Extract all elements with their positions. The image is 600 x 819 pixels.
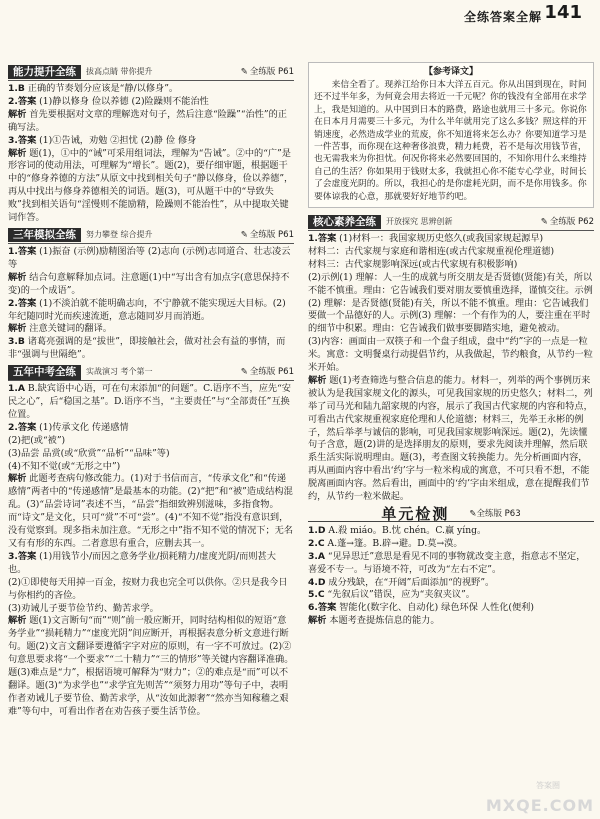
left-column	[8, 62, 294, 814]
section-page-ref: ✎ 全练版 P61	[240, 229, 294, 240]
answer-line: 2.答案 (1)静以修身 俭以养德 (2)险躁则不能治性	[8, 95, 209, 107]
answer-line: (2)示例(1) 理解：人一生的成就与所交朋友是否贤德(贤能)有关，所以不能不慎重。理由：它告诫我们要对朋友要慎重选择，谨慎交往。示例(2) 理解：是否贤德(贤能)有关，所以不能不慎重。理由：它告诫我们要做一个品德好的人。示例(3) 理解：一个有作为的人，要注重在平时的细节中积累。理由：它告诫我们做事要脚踏实地，避免被动。	[308, 271, 593, 335]
answer-line: 5.C “先叙后议”错误，应为“夹叙夹议”。	[308, 589, 475, 601]
answer-line: 3.答案 (1)用钱节小/而因之意务学业/损耗精力/虚度光阴/而则甚大也。	[8, 550, 276, 575]
answer-block-5yr	[8, 383, 294, 719]
section-page-ref: ✎全练版 P63	[469, 509, 521, 519]
section-subtitle: 努力攀登 综合提升	[86, 229, 153, 239]
watermark-sub: 答案圈	[536, 781, 560, 790]
right-column	[308, 62, 594, 814]
answer-line: 1.D A.殺 miáo。B.忱 chén。C.赢 yíng。	[308, 524, 487, 536]
unit-title: 单元检测	[381, 505, 450, 523]
section-page-ref: ✎ 全练版 P62	[540, 216, 594, 227]
section-subtitle: 拔高点睛 带你提升	[86, 66, 153, 76]
answer-line: (3)品尝 品赏(或“欣赏”“品析”“品味”等)	[8, 447, 170, 459]
section-header-5yr	[8, 364, 294, 381]
answer-line: 解析 此题考查病句修改能力。(1)对于书信而言，“传承文化”和“传递感情”两者中的“传递感情”是最基本的功能。(2)“把”和“被”造成结构混乱。(3)“品尝诗词”表述不当，“品尝”指细致辨别滋味，多指食物。而“诗文”是文化，只可“赏”不可“尝”。(4)“不知不觉”指没有意识到，没有觉察到。现多指未加注意。“无形之中”指不知不觉的情况下；无名又有有形的东西。二者意思有重合，应删去其一。	[8, 473, 294, 549]
answer-line: 解析 结合句意解释加点词。注意题(1)中“写出含有加点字(意思保持不变)的一个成语”。	[8, 271, 290, 296]
answer-line: 2.答案 (1)不淡泊就不能明确志向，不宁静就不能实现远大目标。(2)年纪随同时光而疾速流逝，意志随同岁月而消逝。	[8, 297, 286, 322]
answer-line: 3.A “见异思迁”意思是看见不同的事物就改变主意，指意志不坚定，喜爱不专一。与语境不符，可改为“左右不定”。	[308, 550, 586, 575]
section-tag: 核心素养全练	[308, 215, 381, 230]
translation-paragraph: 来信全看了。现养江给你日本大洋五百元。你从出国到现在，时间还不过半年多，为何竟会用去将近一千元呢？你的钱没有全部用在求学上，我是知道的。从中国到日本的路费，路途也就用三十多元。你说你在日本月月需要三十多元，为什么半年就用完了这么多钱？照这样的开销速度，必然造成学业的荒废，你不知道将来怎么办？你要知道学习是一件苦事，而你现在这种奢侈浪费，精力耗费，若不是每次用钱节省，也无需我来为你担忧。何况你将来必然要回国的，不知你用什么来维持自己的生活？你如果用于钱财太多，我就担心你不能专心学业，时间长了会虚度光阴的。所以，我担心的是你虚耗光阴，而不是你用钱多。你要体谅我的心意，那就要好好地节约吧。	[314, 79, 587, 202]
section-tag: 五年中考全练	[8, 365, 81, 380]
section-page-ref: ✎ 全练版 P61	[240, 366, 294, 377]
section-subtitle: 实战演习 考个第一	[86, 366, 153, 376]
answer-line: 材料三：古代家规影响深远(或古代家规有积极影响)	[308, 258, 518, 270]
answer-line: (3)内容：画面由一双筷子和一个盘子组成，盘中“约”字的一点是一粒米。寓意：文明餐桌行动提倡节约，从我做起，节约粮食，从节约一粒米开始。	[308, 336, 593, 374]
answer-block-unit	[308, 525, 594, 628]
answer-line: (2)①即使每天用掉一百金，按财力我也完全可以供你。②只是我今日与你相约的吝俭。	[8, 576, 288, 601]
section-header-ability	[8, 64, 294, 81]
answer-line: 解析 本题考查提炼信息的能力。	[308, 615, 440, 627]
page-header	[0, 0, 600, 42]
answer-line: 2.答案 (1)传承文化 传递感情	[8, 421, 129, 433]
answer-block-core	[308, 233, 594, 504]
translation-heading: 【参考译文】	[423, 67, 478, 77]
unit-test-header	[308, 505, 594, 523]
pen-icon: ✎	[240, 66, 248, 77]
section-page-ref: ✎ 全练版 P61	[240, 66, 294, 77]
section-tag: 能力提升全练	[8, 65, 81, 80]
running-title: 全练答案全解	[463, 10, 542, 24]
answer-line: 1.B 正确的节奏划分应该是“静/以修身”。	[8, 83, 179, 94]
answer-line: 3.答案 (1)①告诫，劝勉 ②担忧 (2)静 俭 修身	[8, 134, 197, 146]
answer-block-3yr	[8, 246, 294, 362]
answer-line: 解析 题(1)，①中的“诫”可采用组词法，理解为“告诫”。②中的“广”是形容词的使动用法，可理解为“增长”。题(2)，要仔细审题，根据题干中的“修身养德的方法”从原文中找到相关句子“静以修身，俭以养德”，再从中找出与修身养德相关的词语。题(3)，可从题干中的“导致失败”找到相关语句“淫慢则不能励精，险躁则不能治性”，从中提取关键词作答。	[8, 147, 294, 224]
answer-line: 6.答案 智能化(数字化、自动化) 绿色环保 人性化(便利)	[308, 602, 534, 614]
translation-text	[314, 79, 588, 203]
page-number: 141	[544, 2, 582, 23]
section-header-3yr	[8, 227, 294, 244]
answer-line: 解析 题(1)文言断句“而”“则”前一般应断开，同时结构相似的短语“意务学业”“损耗精力”“虚度光阴”间应断开，再根据表意分析文意进行断句。题(2)文言文翻译要遵循字字对应的原则，有一字不可放过。(2)②句意思要求将“一个要求”“二十精力”“三的情形”等关键内容翻译准确。题(3)难点是“力”，根据语境可解释为“财力”；②的难点是“而”可以不翻译。题(3)“为求学也”“求学宜先则苦”“须努力用功”等句子中，表明作者劝诫儿子要节俭、勤苦求学，从“汝如此源奢”“然亦当知稼穑之艰难”等句中，可看出作者在劝告孩子要生活节俭。	[8, 615, 294, 717]
translation-box	[308, 62, 594, 208]
pen-icon: ✎	[540, 216, 548, 227]
answer-line: 2.C A.蓬→篷。B.辟→避。D.莫→漠。	[308, 537, 463, 549]
answer-line: 解析 注意关键词的翻译。	[8, 323, 112, 335]
answer-line: 4.D 成分残缺，在“开阔”后面添加“的视野”。	[308, 576, 495, 588]
answer-line: (2)把(或“被”)	[8, 434, 66, 446]
answer-line: 解析 首先要根据对文章的理解选对句子，然后注意“险躁”“治性”的正确写法。	[8, 108, 287, 133]
answer-line: 1.A B.缺宾语中心语，可在句末添加“的问题”。C.语序不当，应先“安民之心”，后“稳国之基”。D.语序不当，“主要责任”与“全部责任”互换位置。	[8, 383, 291, 420]
answer-line: 材料二：古代家规与家庭和谐相连(或古代家规重视伦理道德)	[308, 245, 555, 257]
section-header-core	[308, 214, 594, 231]
watermark: MXQE.COM	[485, 796, 594, 815]
answer-block-ability	[8, 83, 294, 225]
answer-line: 1.答案 (1)材料一：我国家规历史悠久(或我国家规起源早)	[308, 232, 544, 244]
answer-line: (3)劝诫儿子要节俭节约、勤苦求学。	[8, 602, 159, 614]
pen-icon: ✎	[240, 229, 248, 240]
answer-line: (4)不知不觉(或“无形之中”)	[8, 460, 121, 472]
answer-line: 1.答案 (1)振奋 (示例)励精图治等 (2)志向 (示例)志同道合、壮志凌云等	[8, 245, 291, 270]
section-subtitle: 开放探究 思辨创新	[386, 216, 453, 226]
section-tag: 三年模拟全练	[8, 228, 81, 243]
pen-icon: ✎	[240, 366, 248, 377]
answer-line: 解析 题(1)考查筛选与整合信息的能力。材料一，列举的两个事例历来被认为是我国家规文化的源头，可见我国家规的历史悠久；材料二，列举了司马光和陆九韶家规的内容，展示了我国古代家规的内容和特点，可看出古代家规重视家庭伦理和人伦道德；材料三，先举王永彬的例子，然后举孝与诚信的影响，可见我国家规影响深远。题(2)，先读懂句子含意，题(2)讲的是选择朋友的原则，要求先阅读并理解，然后联系生活实际说明理由。题(3)，考查图文转换能力。先分析画面内容，再从画面内容中看出‘约’字与一粒米构成的寓意，不可只看不想，不能脱离画面内容。然后看出，画面中的‘约’字由米组成，意在提醒我们节约，从节约一粒米做起。	[308, 374, 593, 503]
answer-line: 3.B 诸葛亮强调的是“拔世”，即接触社会，做对社会有益的事情，而非“强调与世隔绝”。	[8, 336, 286, 361]
